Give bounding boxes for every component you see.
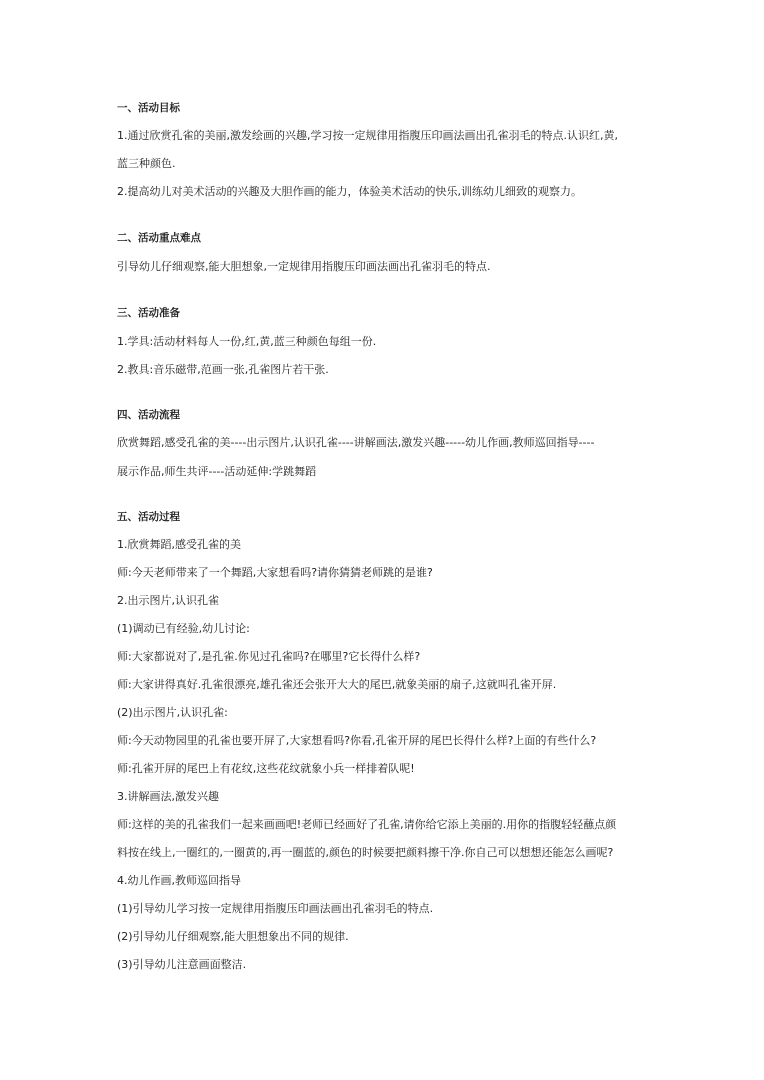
section-heading-key-points: 二、活动重点难点 [117,232,201,244]
text-line: (1)调动已有经验,幼儿讨论: [117,622,250,635]
text-line: (3)引导幼儿注意画面整洁. [117,958,247,971]
text-line: 师:今天动物园里的孔雀也要开屏了,大家想看吗?你看,孔雀开屏的尾巴长得什么样?上面的有些什么? [117,734,597,747]
text-line: 师:大家讲得真好.孔雀很漂亮,雄孔雀还会张开大大的尾巴,就象美丽的扇子,这就叫孔雀开屏. [117,678,557,691]
text-line: 展示作品,师生共评----活动延伸:学跳舞蹈 [117,465,317,478]
section-heading-process: 五、活动过程 [117,511,180,523]
section-heading-preparation: 三、活动准备 [117,307,180,319]
text-line: 4.幼儿作画,教师巡回指导 [117,874,241,887]
text-line: 欣赏舞蹈,感受孔雀的美----出示图片,认识孔雀----讲解画法,激发兴趣-----幼儿作画,教师巡回指导---- [117,436,595,449]
text-line: 师:大家都说对了,是孔雀.你见过孔雀吗?在哪里?它长得什么样? [117,650,421,663]
text-line: 1.通过欣赏孔雀的美丽,激发绘画的兴趣,学习按一定规律用指腹压印画法画出孔雀羽毛的特点.认识红,黄, [117,129,618,142]
text-line: (1)引导幼儿学习按一定规律用指腹压印画法画出孔雀羽毛的特点. [117,902,434,915]
section-heading-goals: 一、活动目标 [117,102,180,114]
text-line: 师:孔雀开屏的尾巴上有花纹,这些花纹就象小兵一样排着队呢! [117,762,415,775]
text-line: 2.出示图片,认识孔雀 [117,594,219,607]
text-line: 蓝三种颜色. [117,157,176,170]
text-line: 1.学具:活动材料每人一份,红,黄,蓝三种颜色每组一份. [117,335,377,348]
text-line: 料按在线上,一圈红的,一圈黄的,再一圈蓝的,颜色的时候要把颜料擦干净.你自己可以想想还能怎么画呢? [117,846,614,859]
text-line: (2)出示图片,认识孔雀: [117,706,228,719]
text-line: 3.讲解画法,激发兴趣 [117,790,219,803]
text-line: 2.提高幼儿对美术活动的兴趣及大胆作画的能力，体验美术活动的快乐,训练幼儿细致的观察力。 [117,185,582,198]
text-line: 1.欣赏舞蹈,感受孔雀的美 [117,538,241,551]
text-line: (2)引导幼儿仔细观察,能大胆想象出不同的规律. [117,930,349,943]
section-heading-flow: 四、活动流程 [117,409,180,421]
text-line: 师:这样的美的孔雀我们一起来画画吧!老师已经画好了孔雀,请你给它添上美丽的.用你的指腹轻轻蘸点颜 [117,818,617,831]
text-line: 引导幼儿仔细观察,能大胆想象,一定规律用指腹压印画法画出孔雀羽毛的特点. [117,260,491,273]
text-line: 师:今天老师带来了一个舞蹈,大家想看吗?请你猜猜老师跳的是谁? [117,566,433,579]
text-line: 2.教具:音乐磁带,范画一张,孔雀图片若干张. [117,363,329,376]
